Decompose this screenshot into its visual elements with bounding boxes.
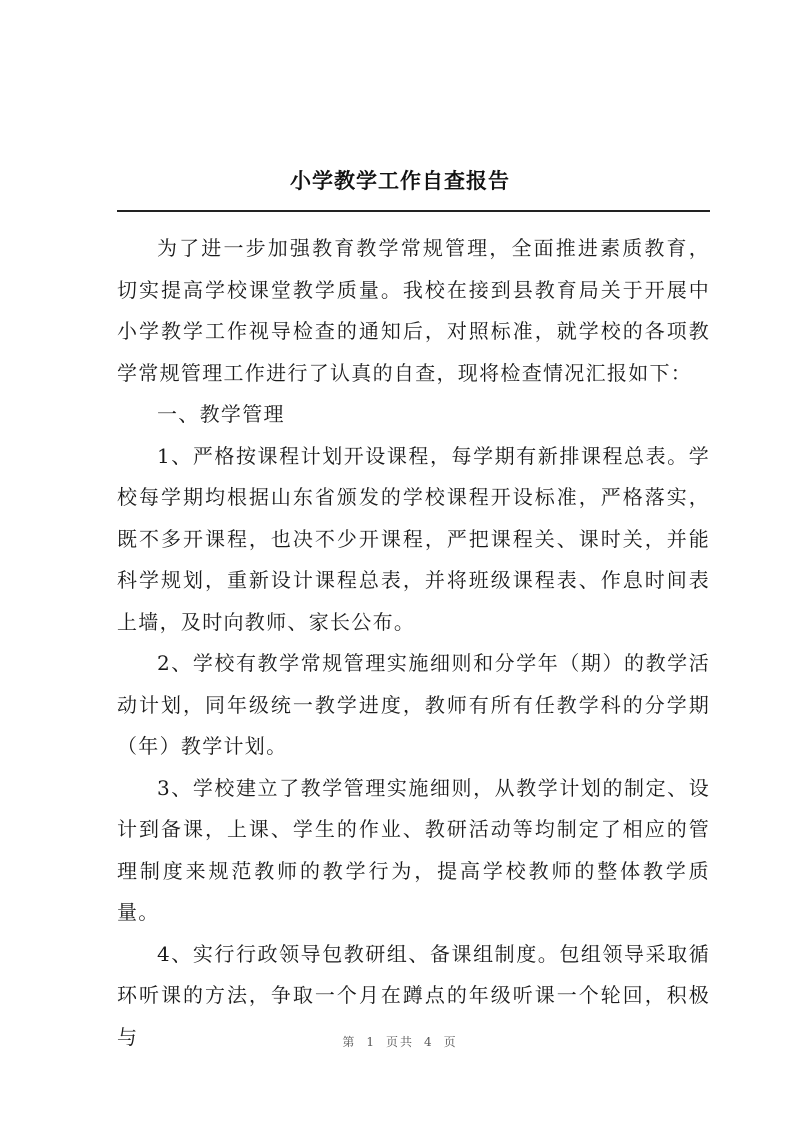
- document-title: 小学教学工作自查报告: [290, 169, 510, 193]
- page-footer: [0, 1033, 800, 1050]
- paragraph-item-3: 3、学校建立了教学管理实施细则，从教学计划的制定、设计到备课，上课、学生的作业、教研活动等均制定了相应的管理制度来规范教师的教学行为，提高学校教师的整体教学质量。: [117, 775, 710, 924]
- paragraph-item-2: 2、学校有教学常规管理实施细则和分学年（期）的教学活动计划，同年级统一教学进度，教师有所有任教学科的分学期（年）教学计划。: [117, 651, 710, 758]
- footer-prefix: 第: [342, 1035, 357, 1049]
- paragraph-item-1: 1、严格按课程计划开设课程，每学期有新排课程总表。学校每学期均根据山东省颁发的学校课程开设标准，严格落实，既不多开课程，也决不少开课程，严把课程关、课时关，并能科学规划，重新设计课程总表，并将班级课程表、作息时间表上墙，及时向教师、家长公布。: [117, 443, 710, 634]
- title-divider: [117, 210, 710, 212]
- document-body: [117, 228, 710, 1058]
- paragraph-item-4: 4、实行行政领导包教研组、备课组制度。包组领导采取循环听课的方法，争取一个月在蹲点的年级听课一个轮回，积极与: [117, 941, 710, 1049]
- paragraph-intro: 为了进一步加强教育教学常规管理，全面推进素质教育，切实提高学校课堂教学质量。我校在接到县教育局关于开展中小学教学工作视导检查的通知后，对照标准，就学校的各项教学常规管理工作进行了认真的自查，现将检查情况汇报如下：: [117, 236, 710, 385]
- footer-suffix: 页: [443, 1035, 458, 1049]
- footer-total-pages: 4: [424, 1035, 434, 1049]
- footer-current-page: 1: [366, 1035, 376, 1049]
- footer-middle: 页共: [385, 1035, 414, 1049]
- section-heading-teaching-management: 一、教学管理: [157, 402, 285, 426]
